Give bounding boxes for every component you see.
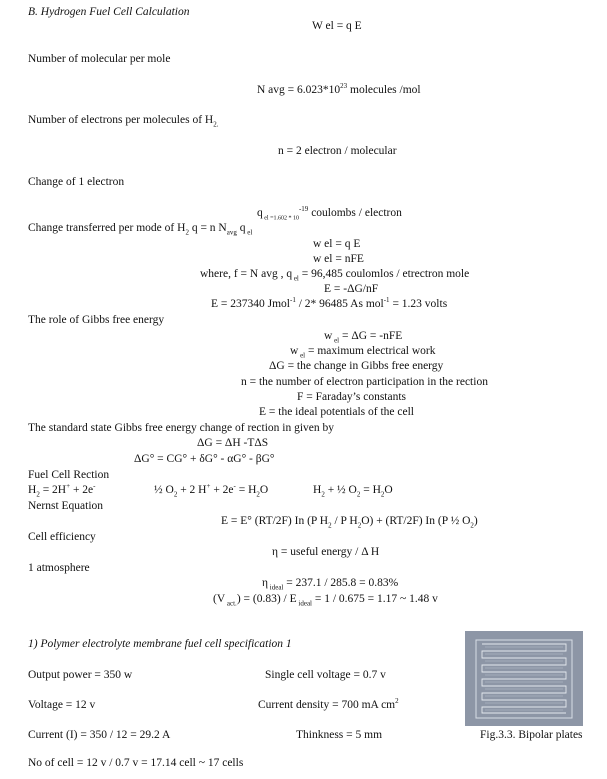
plate-background: [465, 631, 583, 726]
gibbs-label: The role of Gibbs free energy: [28, 314, 165, 326]
max-work-definition: w $_{el}$ = maximum electrical work: [290, 345, 436, 360]
bipolar-plate-figure: [465, 631, 583, 726]
n-definition: n = the number of electron participation in the rection: [241, 376, 488, 388]
current: Current (I) = 350 / 12 = 29.2 A: [28, 729, 171, 741]
cell-count: No of cell = 12 v / 0.7 v = 17.14 cell ~ 17 cells: [28, 757, 244, 769]
overall-reaction: $H_2$ + ½ $O_2 = H_2O$: [313, 484, 393, 499]
anode-reaction: $H_2 = 2H^+ + 2e^-$: [28, 482, 96, 499]
gibbs-work-equation: w $_{el}$ = ΔG = -nFE: [324, 330, 403, 345]
actual-voltage: (V $_{act.}$) = (0.83) / E $_{ideal}$ = 1 / 0.675 = 1.17 ~ 1.48 v: [213, 593, 438, 608]
single-cell-voltage: Single cell voltage = 0.7 v: [265, 669, 386, 681]
current-density: Current density = 700 mA $cm^2$: [258, 697, 399, 711]
faraday-definition: where, f = N avg , q $_{el}$ = 96,485 coulomlos / etrectron mole: [200, 268, 470, 283]
thickness: Thinkness = 5 mm: [296, 729, 383, 741]
work-equation: W el = q E: [312, 20, 362, 32]
output-power: Output power = 350 w: [28, 669, 133, 681]
reaction-label: Fuel Cell Rection: [28, 469, 110, 481]
section-heading: B. Hydrogen Fuel Cell Calculation: [28, 6, 190, 18]
molecular-label: Number of molecular per mole: [28, 53, 171, 65]
figure-caption: Fig.3.3. Bipolar plates: [480, 729, 583, 741]
efficiency-label: Cell efficiency: [28, 531, 96, 543]
efficiency-equation: η = useful energy / Δ H: [272, 546, 380, 558]
electrons-label: Number of electrons per molecules of $H_{2.}$: [28, 114, 219, 129]
avogadro-equation: N avg = $6.023*10^{23}$ molecules /mol: [257, 82, 421, 96]
potential-calculation: E = 237340 Jmol$^{-1}$ / 2* 96485 As mol$^{-1}$ = 1.23 volts: [211, 296, 448, 310]
transfer-equation: Change transferred per mode of $H_2$ q = n $N_{avg}$ q $_{el}$: [28, 222, 253, 237]
delta-g0-equation: ΔG° = CG° + δG° - αG° - βG°: [134, 453, 275, 465]
work-qe-equation: w el = q E: [313, 238, 361, 250]
cathode-reaction: ½ $O_2 + 2$ $H^+ + 2e^- = H_2O$: [154, 482, 269, 499]
f-definition: F = Faraday’s constants: [297, 391, 407, 403]
e-definition: E = the ideal potentials of the cell: [259, 406, 414, 418]
work-nfe-equation: w el = nFE: [313, 253, 364, 265]
electron-charge-equation: q $_{el =1.602 * 10}^{-19}$ coulombs / electron: [257, 205, 402, 222]
standard-state-label: The standard state Gibbs free energy change of rection in given by: [28, 422, 335, 434]
spec-heading: 1) Polymer electrolyte membrane fuel cell specification 1: [28, 638, 292, 650]
nernst-equation: E = E° (RT/2F) In (P $H_2$ / P $H_2O) + (RT/2F)$ In (P ½ $O_2$): [221, 515, 478, 530]
electron-count-equation: n = 2 electron / molecular: [278, 145, 397, 157]
ideal-efficiency: η $_{ideal}$ = 237.1 / 285.8 = 0.83%: [262, 577, 399, 592]
voltage: Voltage = 12 v: [28, 699, 96, 711]
atmosphere-label: 1 atmosphere: [28, 562, 90, 574]
potential-equation: E = -ΔG/nF: [324, 283, 379, 295]
delta-g-definition: ΔG = the change in Gibbs free energy: [269, 360, 444, 372]
nernst-label: Nernst Equation: [28, 500, 104, 512]
delta-g-equation: ΔG = ΔH -TΔS: [197, 437, 269, 449]
change-label: Change of 1 electron: [28, 176, 125, 188]
